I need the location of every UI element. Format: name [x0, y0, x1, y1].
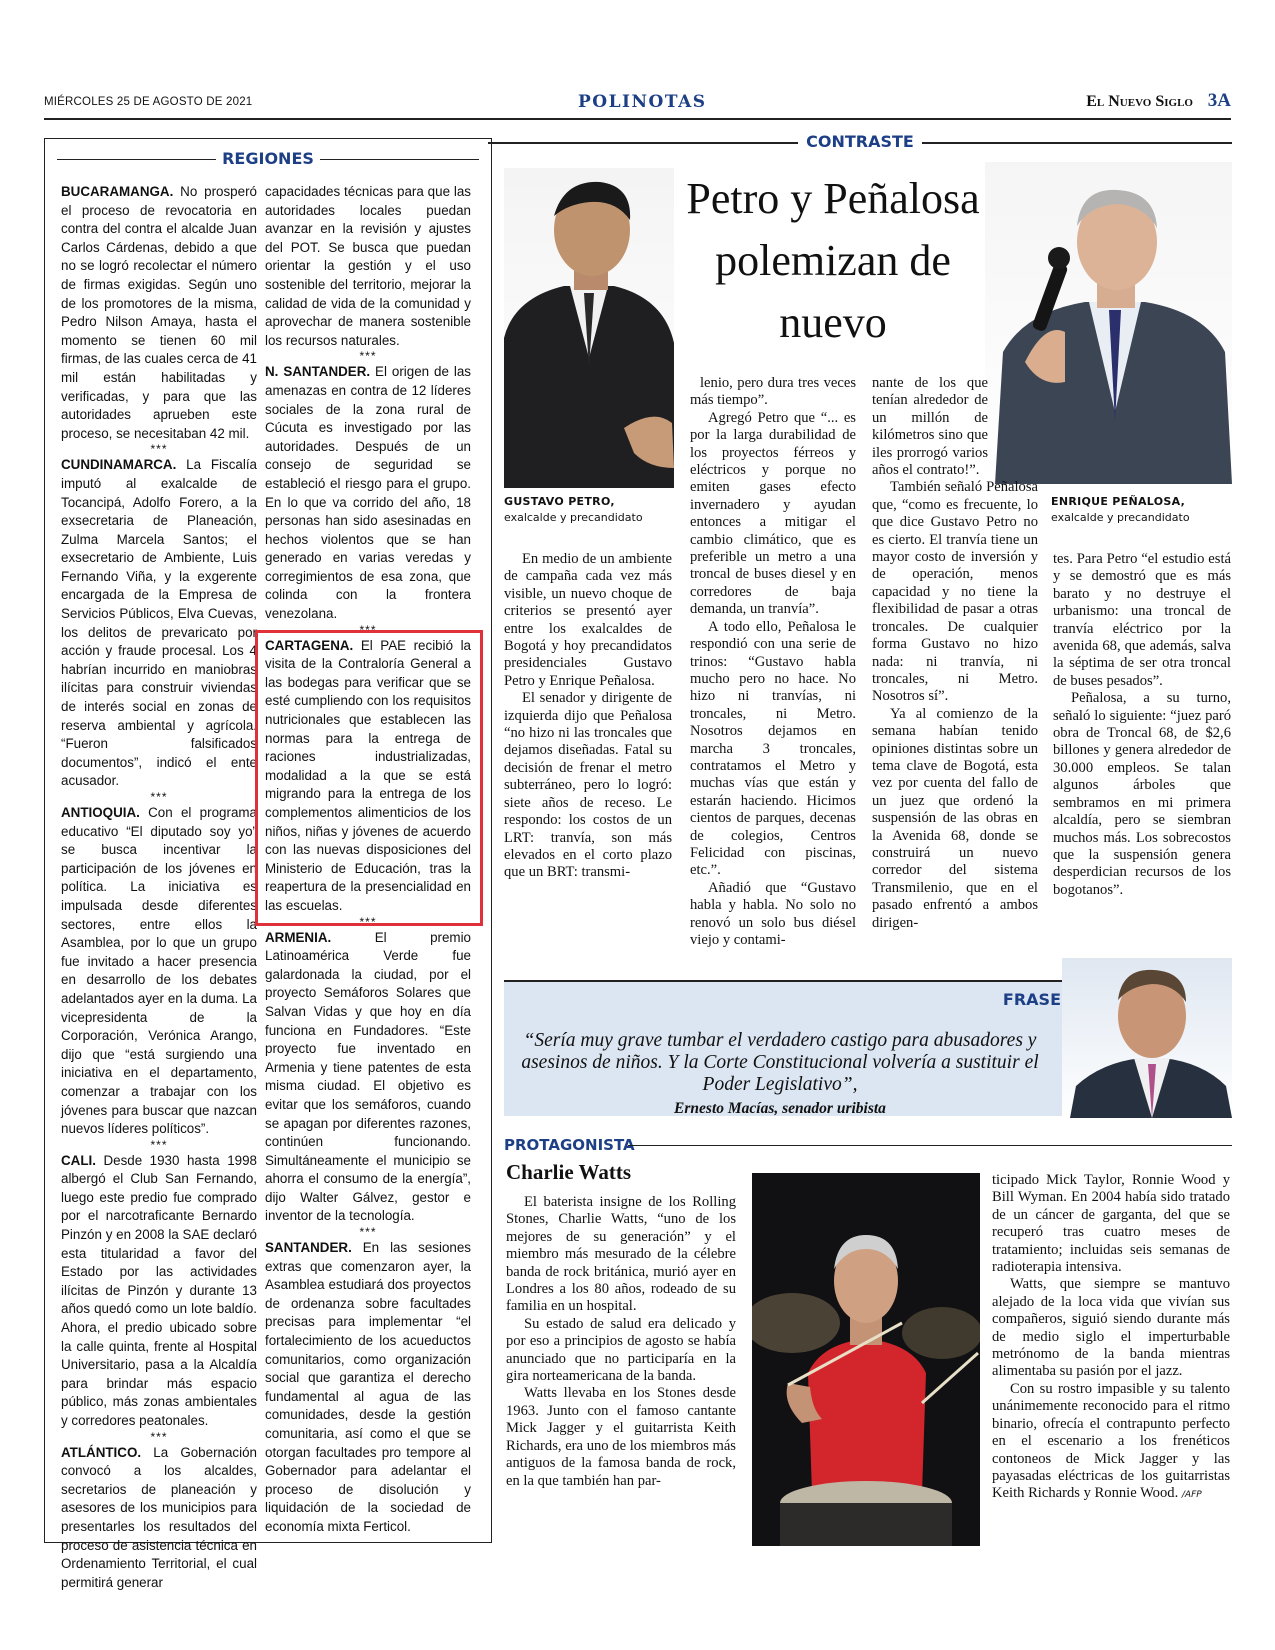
paragraph: tes. Para Petro “el estudio está y se demostró que es más barato y no destruye el urbanismo: una troncal de tranvía eléctrico por la avenida 68, que además, salva la séptima de ser otra troncal de buses pesados”.: [1053, 551, 1231, 689]
separator-stars: ***: [359, 349, 377, 364]
cartagena-highlight-box: [255, 630, 483, 926]
paragraph: Su estado de salud era delicado y por eso a principios de agosto se había anunciado que no participaría en la gira norteamericana de la banda.: [506, 1315, 736, 1385]
contraste-headline: Petro y Peñalosa polemizan de nuevo: [686, 174, 980, 347]
brief-atlantico: ATLÁNTICO. La Gobernación convocó a los alcaldes, secretarios de planeación y asesores de los municipios para presentarles los resultados del proceso de asistencia técnica en Ordenamiento Territorial, el cual permitirá generar: [61, 1444, 257, 1590]
separator-stars: ***: [150, 1429, 168, 1444]
penalosa-caption: ENRIQUE PEÑALOSA, exalcalde y precandidato: [1051, 495, 1190, 524]
watts-photo: [752, 1173, 980, 1546]
paragraph: En medio de un ambiente de campaña cada vez más visible, un nuevo choque de criterios se presentó ayer entre los exalcaldes de Bogotá y hoy precandidatos presidenciales Gustavo Petro y Enrique Peñalosa.: [504, 551, 672, 689]
brief-atlantico-continued: capacidades técnicas para que las autoridades locales puedan avanzar en la revisión y ajustes del POT. Se busca que puedan orientar la gestión y el uso sostenible del territorio, mejorar la calidad de vida de la comunidad y aprovechar de manera sostenible los recursos naturales.: [265, 184, 471, 348]
brief-santander: SANTANDER. En las sesiones extras que comenzaron ayer, la Asamblea estudiará dos proyectos de ordenanza sobre facultades precisas para implementar “el fortalecimiento de los acueductos comunitarios, como organización social que garantiza el derecho fundamental al agua de las comunidades, desde la gestión comunitaria, así como el que se otorgan facultades pro tempore al Gobernador para adelantar el proceso de disolución y liquidación de la sociedad de economía mixta Ferticol.: [265, 1240, 471, 1534]
paragraph: A todo ello, Peñalosa le respondió con una serie de trinos: “Gustavo habla mucho pero no hace. No hizo ni tranvías, ni troncales, ni Metro. Nosotros dejamos en marcha 3 troncales, contratamos el Metro y muchas vías que están y estarán haciendo. Hicimos cientos de parques, decenas de colegios, Centros Felicidad con piscinas, etc.”.: [690, 618, 856, 879]
masthead: [44, 92, 1231, 116]
paragraph: Watts, que siempre se mantuvo alejado de la loca vida que vivían sus compañeros, siguió siendo durante más de medio siglo el imperturbable metrónomo de la banda mientras alimentaba su pasión por el jazz.: [992, 1276, 1230, 1380]
separator-stars: ***: [150, 1137, 168, 1152]
contraste-column-3: [872, 375, 1038, 932]
separator-stars: ***: [150, 790, 168, 804]
regiones-column-1: [61, 183, 257, 1592]
page-number: 3A: [1207, 90, 1231, 111]
contraste-label: CONTRASTE: [488, 132, 1232, 151]
contraste-column-1: [504, 551, 672, 882]
brief-cartagena: CARTAGENA. El PAE recibió la visita de la Contraloría General a las bodegas para verificar que se esté cumpliendo con los requisitos nutricionales que establecen las normas para la entrega de raciones industrializadas, modalidad a la que se está migrando para la entrega de los complementos alimenticios de los niños, niñas y jóvenes de acuerdo con las nuevas disposiciones del Ministerio de Educación, tras la reapertura de la presencialidad en las escuelas.: [265, 637, 471, 913]
contraste-column-2: [690, 375, 856, 949]
brief-bucaramanga: BUCARAMANGA. No prosperó el proceso de revocatoria en contra del contra el alcalde Juan Carlos Cárdenas, debido a que no se logró recolectar el número de firmas exigidas. Según uno de los promotores de la misma, Pedro Nilson Amaya, hasta el momento se tienen 60 mil firmas, de las cuales cerca de 41 mil están habilitadas y verificadas, y para que las autoridades aprueben este proceso, se necesitaban 42 mil.: [61, 184, 257, 441]
agency-credit: /AFP: [1181, 1490, 1202, 1501]
frase-quote: “Sería muy grave tumbar el verdadero castigo para abusadores y asesinos de niños. Y la Corte Constitucional volvería a sustituir el Poder Legislativo”,: [521, 1030, 1039, 1095]
paragraph: Agregó Petro que “... es por la larga durabilidad de los proyectos férreos y eléctricos y porque no emiten gases efecto invernadero y ayudan entonces a mitigar el cambio climático, que es preferible un metro a una troncal de buses diesel y en corredores de baja demanda, un tranvía”.: [690, 409, 856, 618]
paragraph: El baterista insigne de los Rolling Stones, Charlie Watts, “uno de los mejores de su generación” y el miembro más mesurado de la célebre banda de rock británica, murió ayer en Londres a los 80 años, rodeado de su familia en un hospital.: [506, 1194, 736, 1315]
paragraph: Con su rostro impasible y su talento unánimemente reconocido para el ritmo binario, ofrecía el contrapunto perfecto en el escenario a los frenéticos contoneos de Mick Jagger y las payasadas eléctricas de los guitarristas Keith Richards y Ronnie Wood. /AFP: [992, 1380, 1230, 1502]
regiones-label: REGIONES: [45, 149, 491, 168]
brief-norte-santander: N. SANTANDER. El origen de las amenazas en contra de 12 líderes sociales de la zona rural de Cúcuta es investigado por las autoridades. Después de un consejo de seguridad se estableció el riesgo para el grupo. En lo que va corrido del año, 18 personas han sido asesinadas en hechos violentos que se han generado en varias veredas y corregimientos de esa zona, que colinda con la frontera venezolana.: [265, 364, 471, 622]
separator-stars: ***: [359, 914, 377, 929]
paragraph: Añadió que “Gustavo habla y habla. No solo no renovó un solo bus diésel viejo y contami-: [690, 879, 856, 948]
paragraph: Ya al comienzo de la semana habían tenido opiniones distintas sobre un tema clave de Bogotá, esta vez por cuenta del fallo de un juez que ordenó la suspensión de las obras en la Avenida 68, donde se construirá un nuevo corredor del sistema Transmilenio, que en el pasado enfrentó a ambos dirigen-: [872, 705, 1038, 931]
brief-antioquia: ANTIOQUIA. Con el programa educativo “El diputado soy yo” se busca incentivar la participación de los jóvenes en política. La iniciativa es impulsada desde diferentes sectores, entre ellos la Asamblea, por lo que un grupo fue invitado a hacer presencia en desarrollo de los debates adelantados ayer en la duma. La vicepresidenta de la Corporación, Verónica Arango, dijo que “está surgiendo una iniciativa en el departamento, comenzar a trabajar con los jóvenes para buscar que nazcan nuevos líderes políticos”.: [61, 805, 257, 1137]
paragraph: También señaló Peñalosa que, “como es frecuente, lo que dice Gustavo Petro no es cierto. El tranvía tiene un mayor costo de inversión y de operación, menos capacidad y no tiene la flexibilidad de pasar a otras troncales. De cualquier forma Gustavo no hizo nada: ni tranvía, ni troncales, ni Metro. Nosotros sí”.: [872, 479, 1038, 705]
petro-photo: [504, 168, 674, 488]
brief-armenia: ARMENIA. El premio Latinoamérica Verde fue galardonada la ciudad, por el proyecto Semáforos Solares que Salvan Vidas y que hoy en día funciona en Fundadores. “Este proyecto fue inventado en Armenia y tiene patentes de esta misma ciudad. El objetivo es evitar que los semáforos, cuando se apagan por diferentes razones, continúen funcionando. Simultáneamente el municipio se ahorra el consumo de la energía”, dijo Walter Gálvez, gestor e inventor de la tecnología.: [265, 929, 471, 1224]
protagonista-column-2: [992, 1172, 1230, 1505]
protagonista-title: Charlie Watts: [506, 1160, 632, 1184]
contraste-column-4: [1053, 551, 1231, 899]
protagonista-label: PROTAGONISTA: [504, 1136, 1232, 1154]
separator-stars: ***: [150, 442, 168, 457]
paragraph: Peñalosa, a su turno, señaló lo siguiente: “juez paró obra de Troncal 68, de $2,6 billones y genera alrededor de 30.000 empleos. Se talan algunos árboles que sembramos en mi primera alcaldía, pero se siembran muchos más. Los sobrecostos que la suspensión genera desperdician recursos de los bogotanos”.: [1053, 690, 1231, 898]
brief-cali: CALI. Desde 1930 hasta 1998 albergó el Club San Fernando, luego este predio fue comprado por el narcotraficante Bernardo Pinzón y en 2008 la SAE declaró esta titularidad a favor del Estado por las actividades ilícitas de Pinzón y durante 13 años quedó como un lote baldío. Ahora, el predio ubicado sobre la calle quinta, frente al Hospital Universitario, pasa a la Alcaldía para brindar más espacio público, más zonas ambientales y corredores peatonales.: [61, 1152, 257, 1428]
paragraph: El senador y dirigente de izquierda dijo que Peñalosa “no hizo ni las troncales que dejamos diseñadas. Fatal su decisión de frenar el metro subterráneo, pero lo logró: siete años de receso. Le respondo: los costos de un LRT: tranvía, son más elevados en el corto plazo que un BRT: transmi-: [504, 690, 672, 881]
frase-label: FRASE: [1002, 990, 1061, 1009]
petro-caption: GUSTAVO PETRO, exalcalde y precandidato: [504, 495, 643, 524]
brief-cundinamarca: CUNDINAMARCA. La Fiscalía imputó al exalcalde de Tocancipá, Adolfo Forero, a la exsecretaria de Planeación, Zulma Marcela Santos; el exsecretario de Ambiente, Luis Fernando Viña, y la exgerente encargada de la Empresa de Servicios Públicos, Elva Cuevas, los delitos de prevaricato por acción y fraude procesal. Los 4 habrían incurrido en maniobras ilícitas para construir viviendas de interés social en zonas de reserva ambiental y agrícola. “Fueron falsificados documentos”, indicó el ente acusador.: [61, 457, 257, 789]
issue-date: MIÉRCOLES 25 DE AGOSTO DE 2021: [44, 96, 253, 108]
separator-stars: ***: [359, 1225, 377, 1240]
paragraph: nante de los que tenían alrededor de un millón de kilómetros sino que iles prorrogó varios años el contrato!”.: [872, 375, 988, 479]
frase-author: Ernesto Macías, senador uribista: [674, 1100, 886, 1117]
protagonista-column-1: [506, 1194, 736, 1490]
section-name: POLINOTAS: [578, 92, 707, 112]
paragraph: lenio, pero dura tres veces más tiempo”.: [690, 375, 856, 409]
macias-photo: [1062, 958, 1232, 1118]
newspaper-name: El Nuevo Siglo: [1086, 93, 1193, 110]
separator-stars: ***: [359, 622, 377, 637]
paragraph: ticipado Mick Taylor, Ronnie Wood y Bill Wyman. En 2004 había sido tratado de un cáncer de garganta, del que se recuperó tras cuatro meses de tratamiento; incluidas seis semanas de radioterapia intensiva.: [992, 1172, 1230, 1276]
masthead-rule: [44, 118, 1231, 120]
paragraph: Watts llevaba en los Stones desde 1963. Junto con el famoso cantante Mick Jagger y el guitarrista Keith Richards, era uno de los miembros más antiguos de la famosa banda de rock, en la que también han par-: [506, 1385, 736, 1489]
